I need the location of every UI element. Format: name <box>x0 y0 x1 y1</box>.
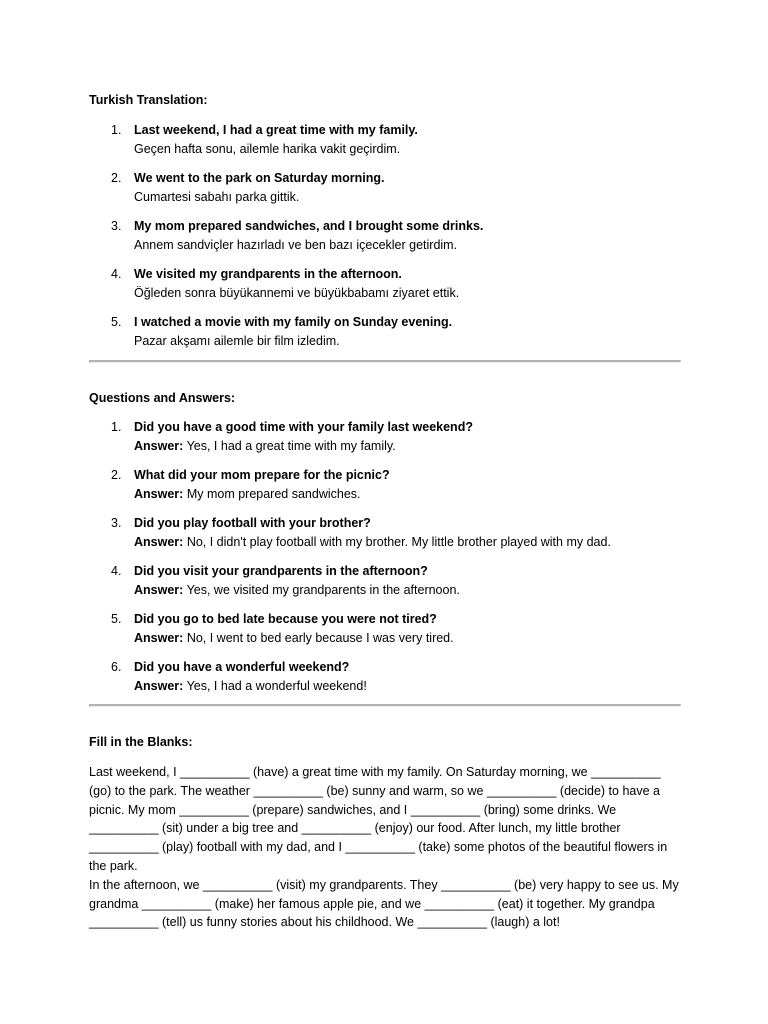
item-number: 2. <box>111 171 122 185</box>
english-sentence: Last weekend, I had a great time with my family. <box>134 123 418 137</box>
answer-line <box>134 437 681 456</box>
english-sentence: I watched a movie with my family on Sunday evening. <box>134 315 453 329</box>
answer-text: Yes, we visited my grandparents in the afternoon. <box>186 583 460 597</box>
turkish-sentence: Geçen hafta sonu, ailemle harika vakit geçirdim. <box>134 142 401 156</box>
answer-label: Answer: <box>134 487 184 501</box>
item-number: 5. <box>111 612 122 626</box>
answer-line <box>134 629 681 648</box>
answer-text: Yes, I had a wonderful weekend! <box>186 679 367 693</box>
turkish-sentence: Annem sandviçler hazırladı ve ben bazı içecekler getirdim. <box>134 238 458 252</box>
answer-label: Answer: <box>134 583 184 597</box>
question-text: Did you go to bed late because you were not tired? <box>134 612 437 626</box>
answer-label: Answer: <box>134 631 184 645</box>
fill-section <box>89 734 681 932</box>
answer-line <box>134 581 681 600</box>
answer-label: Answer: <box>134 679 184 693</box>
qa-list <box>89 418 681 696</box>
item-number: 6. <box>111 660 122 674</box>
item-number: 3. <box>111 219 122 233</box>
fill-title: Fill in the Blanks: <box>89 735 193 749</box>
english-sentence: We went to the park on Saturday morning. <box>134 171 385 185</box>
list-item <box>89 418 681 456</box>
question-text: Did you visit your grandparents in the afternoon? <box>134 564 428 578</box>
list-item <box>89 610 681 648</box>
turkish-sentence: Öğleden sonra büyükannemi ve büyükbabamı ziyaret ettik. <box>134 286 460 300</box>
question-text: Did you play football with your brother? <box>134 516 371 530</box>
translation-title: Turkish Translation: <box>89 93 208 107</box>
answer-text: My mom prepared sandwiches. <box>186 487 361 501</box>
list-item <box>89 265 681 303</box>
translation-list <box>89 121 681 351</box>
question-text: What did your mom prepare for the picnic? <box>134 468 390 482</box>
answer-text: No, I went to bed early because I was very tired. <box>186 631 454 645</box>
turkish-sentence: Cumartesi sabahı parka gittik. <box>134 190 300 204</box>
section-divider <box>89 704 681 707</box>
list-item <box>89 169 681 207</box>
item-number: 3. <box>111 516 122 530</box>
list-item <box>89 121 681 159</box>
worksheet-page <box>89 92 681 932</box>
answer-text: No, I didn't play football with my brother. My little brother played with my dad. <box>186 535 611 549</box>
question-text: Did you have a good time with your family last weekend? <box>134 420 473 434</box>
list-item <box>89 313 681 351</box>
list-item <box>89 658 681 696</box>
item-number: 5. <box>111 315 122 329</box>
list-item <box>89 466 681 504</box>
item-number: 4. <box>111 564 122 578</box>
answer-text: Yes, I had a great time with my family. <box>186 439 396 453</box>
fill-paragraph-2: In the afternoon, we __________ (visit) my grandparents. They __________ (be) very happy to see us. My grandma __________ (make) her famous apple pie, and we __________ (eat) it together. My grandpa __________ (tell) us funny stories about his childhood. We __________ (laugh) a lot! <box>89 877 679 930</box>
item-number: 1. <box>111 123 122 137</box>
fill-paragraph-1: Last weekend, I __________ (have) a great time with my family. On Saturday morning, we __________ (go) to the park. The weather __________ (be) sunny and warm, so we __________ (decide) to have a picnic. My mom __________ (prepare) sandwiches, and I __________ (bring) some drinks. We __________ (sit) under a big tree and __________ (enjoy) our food. After lunch, my little brother __________ (play) football with my dad, and I __________ (take) some photos of the beautiful flowers in the park. <box>89 765 668 873</box>
answer-label: Answer: <box>134 535 184 549</box>
item-number: 2. <box>111 468 122 482</box>
list-item <box>89 562 681 600</box>
qa-section <box>89 390 681 696</box>
answer-label: Answer: <box>134 439 184 453</box>
translation-section <box>89 92 681 351</box>
answer-line <box>134 677 681 696</box>
english-sentence: My mom prepared sandwiches, and I brought some drinks. <box>134 219 484 233</box>
qa-title: Questions and Answers: <box>89 391 236 405</box>
item-number: 1. <box>111 420 122 434</box>
answer-line <box>134 485 681 504</box>
list-item <box>89 514 681 552</box>
answer-line <box>134 533 681 552</box>
item-number: 4. <box>111 267 122 281</box>
list-item <box>89 217 681 255</box>
turkish-sentence: Pazar akşamı ailemle bir film izledim. <box>134 334 340 348</box>
section-divider <box>89 360 681 363</box>
english-sentence: We visited my grandparents in the afternoon. <box>134 267 402 281</box>
question-text: Did you have a wonderful weekend? <box>134 660 350 674</box>
